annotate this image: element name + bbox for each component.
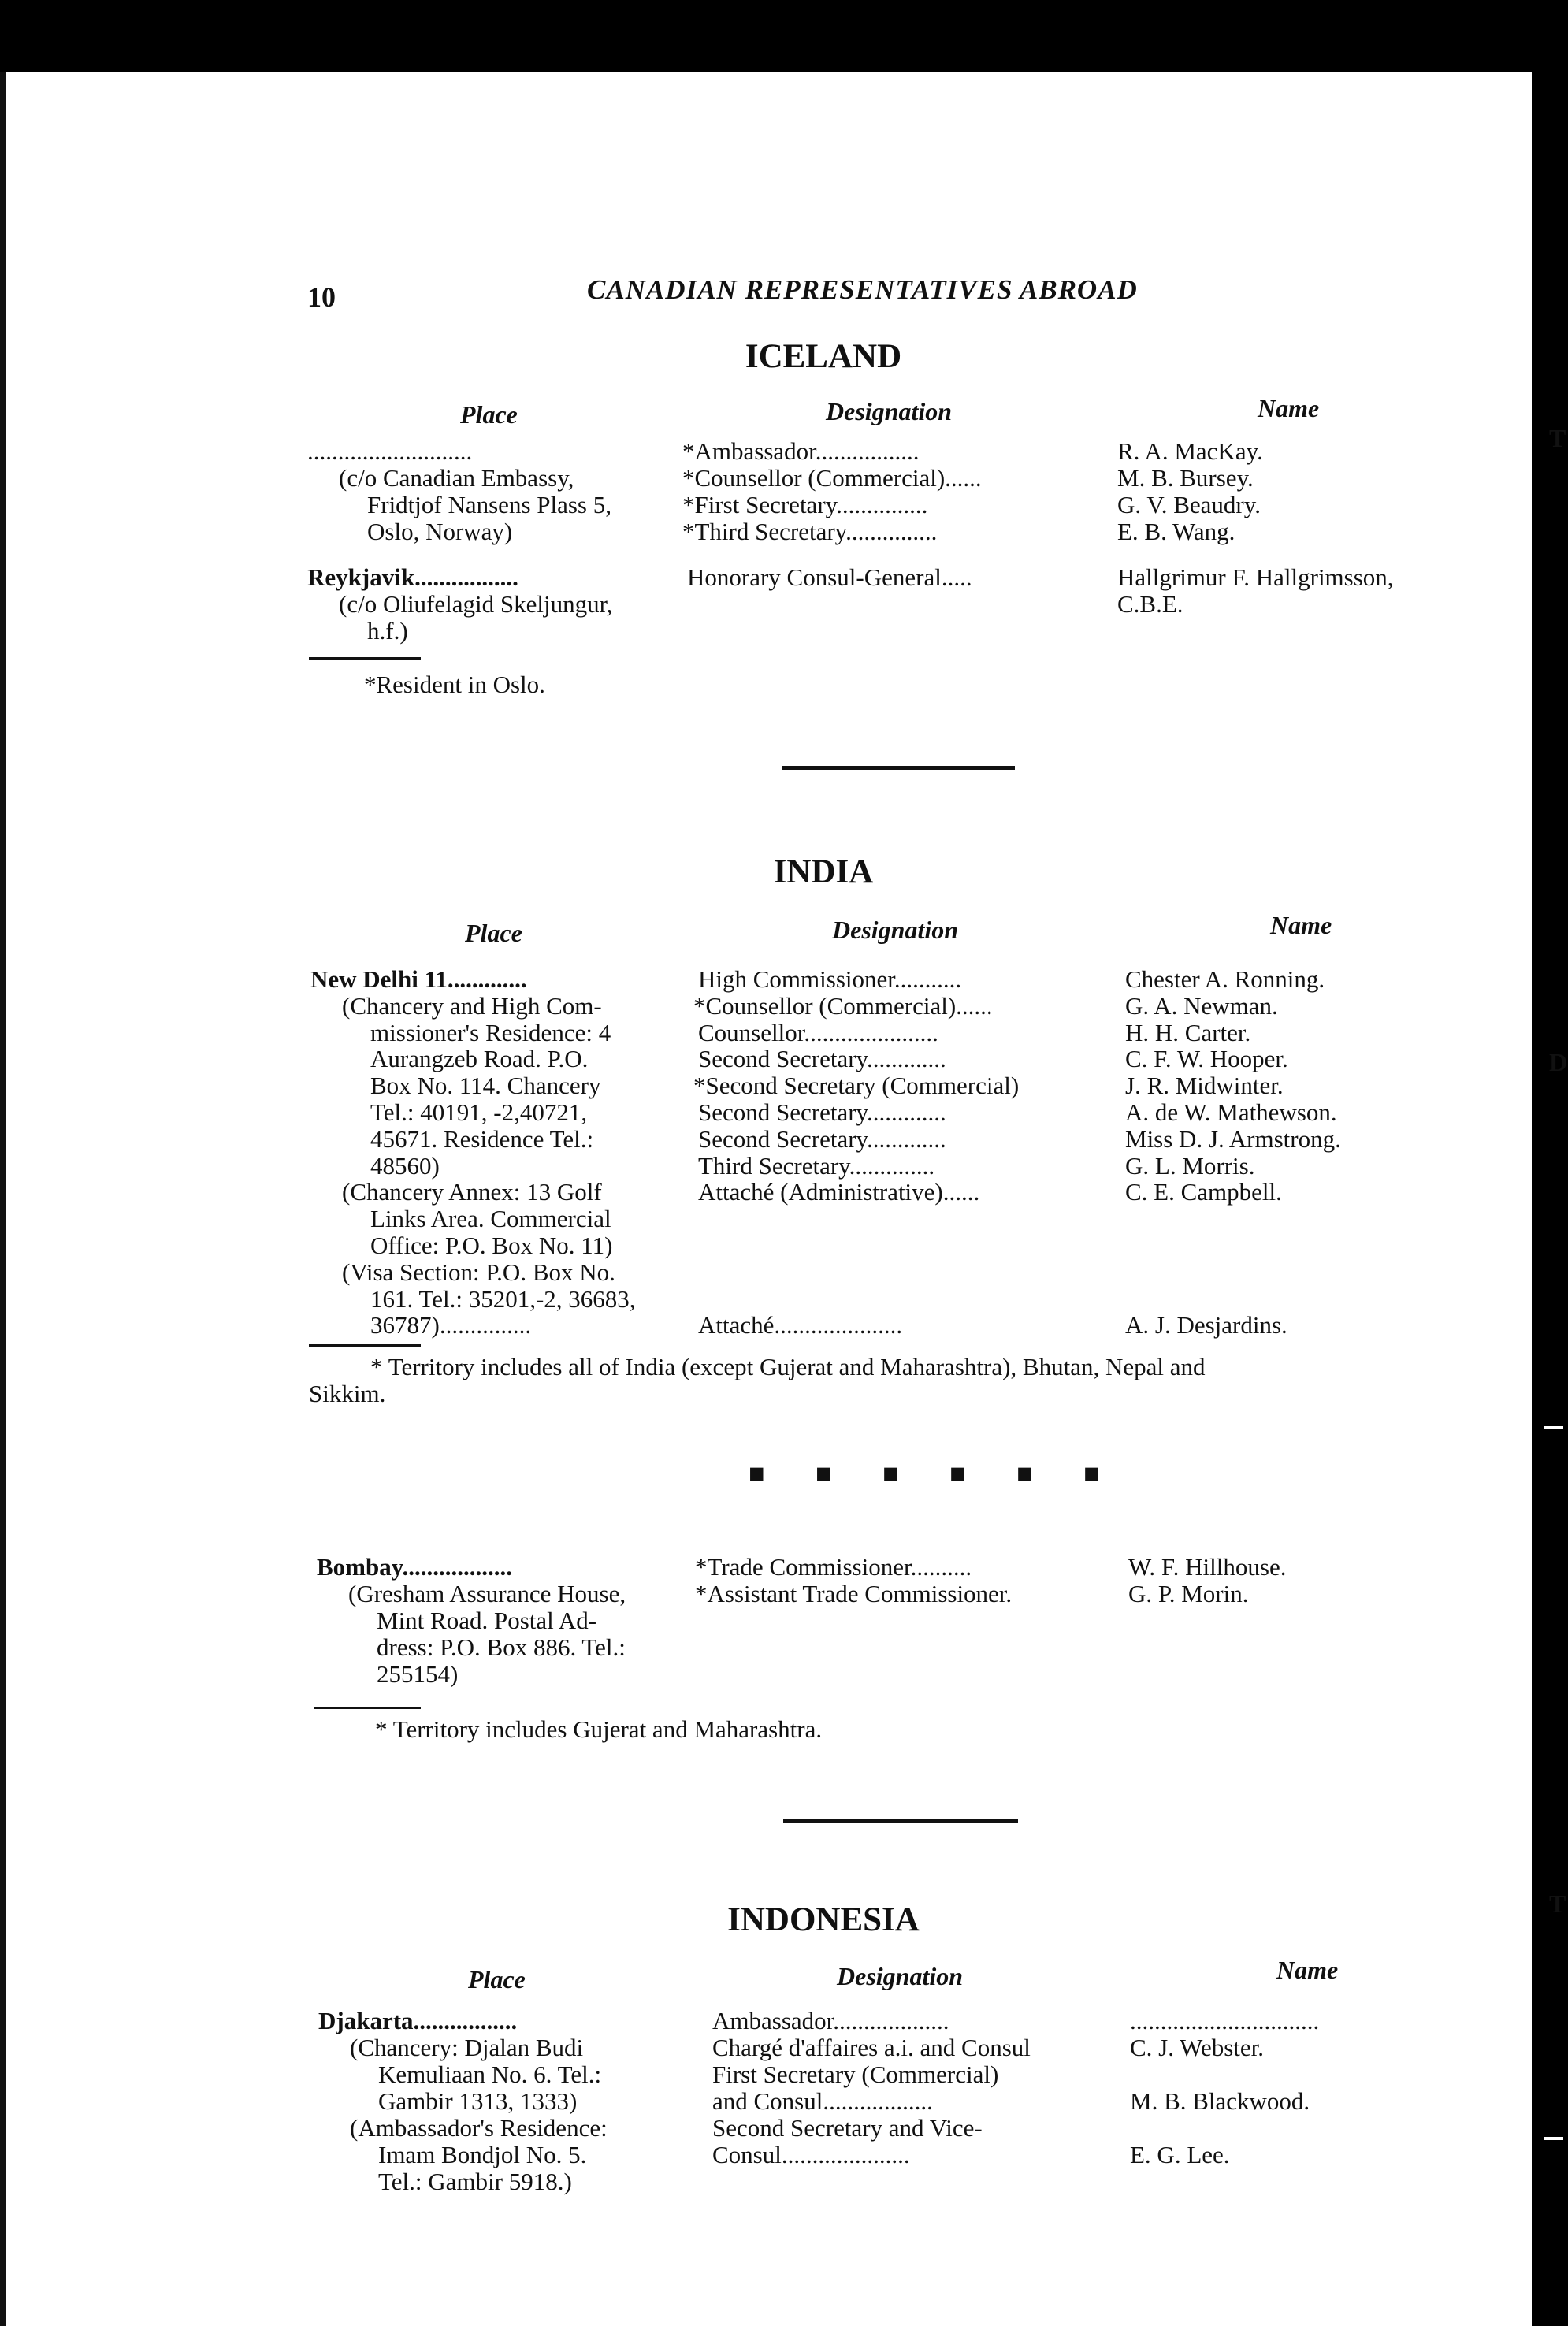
bombay-designation-cell: *Trade Commissioner..........	[695, 1553, 972, 1581]
bombay-place-cell: Mint Road. Postal Ad-	[377, 1607, 597, 1634]
column-header-name: Name	[1258, 394, 1320, 422]
column-header-place: Place	[460, 400, 518, 429]
iceland-name-cell: C.B.E.	[1117, 590, 1183, 618]
india-place-cell: (Chancery and High Com-	[342, 992, 602, 1020]
indonesia-place-cell: Kemuliaan No. 6. Tel.:	[378, 2060, 602, 2088]
india-place-cell: 48560)	[370, 1152, 440, 1180]
section-divider	[783, 1819, 1018, 1823]
india-place-cell: New Delhi 11.............	[310, 965, 527, 993]
iceland-name-cell: M. B. Bursey.	[1117, 464, 1254, 492]
india-place-cell: Aurangzeb Road. P.O.	[370, 1045, 589, 1072]
iceland-designation-cell: *First Secretary...............	[682, 491, 928, 518]
india-name-cell: J. R. Midwinter.	[1125, 1072, 1284, 1099]
india-designation-cell: Second Secretary.............	[698, 1125, 946, 1153]
column-header-designation: Designation	[837, 1962, 964, 1990]
column-header-place: Place	[468, 1965, 526, 1993]
india-place-cell: Office: P.O. Box No. 11)	[370, 1232, 613, 1259]
footnote-rule	[309, 1344, 421, 1347]
bombay-designation-cell: *Assistant Trade Commissioner.	[695, 1580, 1013, 1607]
india-name-cell: C. F. W. Hooper.	[1125, 1045, 1288, 1072]
indonesia-name-cell: ...............................	[1130, 2007, 1320, 2034]
column-header-place: Place	[465, 919, 522, 947]
india-designation-cell: *Second Secretary (Commercial)	[693, 1072, 1020, 1099]
footnote-rule	[309, 657, 421, 660]
indonesia-name-cell: C. J. Webster.	[1130, 2034, 1265, 2061]
india-place-cell: Links Area. Commercial	[370, 1205, 611, 1232]
indonesia-designation-cell: Ambassador...................	[712, 2007, 949, 2034]
indonesia-place-cell: Djakarta.................	[318, 2007, 518, 2034]
section-title-indonesia: INDONESIA	[727, 1901, 920, 1938]
india-name-cell: Chester A. Ronning.	[1125, 965, 1325, 993]
indonesia-designation-cell: Second Secretary and Vice-	[712, 2114, 983, 2142]
scan-border-top	[0, 0, 1568, 72]
indonesia-designation-cell: First Secretary (Commercial)	[712, 2060, 999, 2088]
iceland-designation-cell: *Ambassador.................	[682, 437, 920, 465]
section-separator: ■ ■ ■ ■ ■ ■	[749, 1459, 1122, 1488]
india-place-cell: (Chancery Annex: 13 Golf	[342, 1178, 602, 1206]
footnote-india-cont: Sikkim.	[309, 1380, 386, 1407]
section-title-india: INDIA	[773, 853, 874, 890]
page-number: 10	[307, 281, 336, 313]
iceland-place-cell: Fridtjof Nansens Plass 5,	[367, 491, 611, 518]
india-designation-cell: Third Secretary..............	[698, 1152, 935, 1180]
column-header-name: Name	[1276, 1956, 1339, 1984]
facing-page-mark	[1544, 1426, 1563, 1429]
indonesia-name-cell: E. G. Lee.	[1130, 2141, 1230, 2168]
footnote-bombay: * Territory includes Gujerat and Maharashtra.	[375, 1715, 823, 1743]
facing-page-letter: T	[1549, 424, 1566, 452]
iceland-place-cell: h.f.)	[367, 617, 408, 645]
iceland-designation-cell: Honorary Consul-General.....	[687, 563, 972, 591]
indonesia-place-cell: (Chancery: Djalan Budi	[350, 2034, 584, 2061]
iceland-name-cell: E. B. Wang.	[1117, 518, 1235, 545]
india-designation-cell: High Commissioner...........	[698, 965, 962, 993]
column-header-name: Name	[1270, 911, 1332, 939]
iceland-place-cell: Reykjavik.................	[307, 563, 518, 591]
indonesia-place-cell: Tel.: Gambir 5918.)	[378, 2168, 572, 2195]
india-place-cell: (Visa Section: P.O. Box No.	[342, 1258, 615, 1286]
facing-page-letter: T	[1549, 1889, 1566, 1918]
bombay-place-cell: dress: P.O. Box 886. Tel.:	[377, 1633, 626, 1661]
iceland-name-cell: G. V. Beaudry.	[1117, 491, 1261, 518]
india-designation-cell: Second Secretary.............	[698, 1098, 946, 1126]
bombay-place-cell: 255154)	[377, 1660, 459, 1688]
bombay-place-cell: (Gresham Assurance House,	[348, 1580, 626, 1607]
bombay-name-cell: G. P. Morin.	[1128, 1580, 1249, 1607]
india-place-cell: Tel.: 40191, -2,40721,	[370, 1098, 588, 1126]
iceland-place-cell: ...........................	[307, 437, 473, 465]
indonesia-designation-cell: and Consul..................	[712, 2087, 933, 2115]
india-place-cell: 36787)...............	[370, 1311, 532, 1339]
column-header-designation: Designation	[832, 916, 959, 944]
section-divider	[782, 766, 1015, 770]
indonesia-place-cell: (Ambassador's Residence:	[350, 2114, 608, 2142]
scan-border-left	[0, 72, 6, 2326]
column-header-designation: Designation	[826, 397, 953, 425]
india-name-cell: G. A. Newman.	[1125, 992, 1278, 1020]
iceland-designation-cell: *Third Secretary...............	[682, 518, 938, 545]
indonesia-designation-cell: Consul.....................	[712, 2141, 910, 2168]
facing-page-mark	[1544, 2137, 1563, 2140]
bombay-place-cell: Bombay..................	[317, 1553, 513, 1581]
indonesia-name-cell: M. B. Blackwood.	[1130, 2087, 1310, 2115]
footnote-india: * Territory includes all of India (except Gujerat and Maharashtra), Bhutan, Nepal and	[370, 1353, 1206, 1380]
section-title-iceland: ICELAND	[745, 338, 902, 375]
india-name-cell: A. de W. Mathewson.	[1125, 1098, 1337, 1126]
india-name-cell: H. H. Carter.	[1125, 1019, 1251, 1046]
indonesia-designation-cell: Chargé d'affaires a.i. and Consul	[712, 2034, 1031, 2061]
running-title: CANADIAN REPRESENTATIVES ABROAD	[587, 274, 1138, 305]
india-name-cell: G. L. Morris.	[1125, 1152, 1255, 1180]
bombay-name-cell: W. F. Hillhouse.	[1128, 1553, 1287, 1581]
indonesia-place-cell: Imam Bondjol No. 5.	[378, 2141, 587, 2168]
indonesia-place-cell: Gambir 1313, 1333)	[378, 2087, 578, 2115]
india-place-cell: Box No. 114. Chancery	[370, 1072, 601, 1099]
india-place-cell: missioner's Residence: 4	[370, 1019, 611, 1046]
india-designation-cell: *Counsellor (Commercial)......	[693, 992, 993, 1020]
iceland-name-cell: Hallgrimur F. Hallgrimsson,	[1117, 563, 1394, 591]
iceland-place-cell: (c/o Canadian Embassy,	[339, 464, 574, 492]
india-designation-cell: Attaché (Administrative)......	[698, 1178, 980, 1206]
india-designation-cell: Counsellor......................	[698, 1019, 938, 1046]
india-place-cell: 161. Tel.: 35201,-2, 36683,	[370, 1285, 636, 1313]
india-place-cell: 45671. Residence Tel.:	[370, 1125, 594, 1153]
facing-page-edge	[1500, 72, 1532, 2326]
india-designation-cell: Attaché.....................	[698, 1311, 903, 1339]
iceland-place-cell: Oslo, Norway)	[367, 518, 513, 545]
india-name-cell: C. E. Campbell.	[1125, 1178, 1282, 1206]
iceland-designation-cell: *Counsellor (Commercial)......	[682, 464, 982, 492]
india-name-cell: Miss D. J. Armstrong.	[1125, 1125, 1341, 1153]
footnote-iceland: *Resident in Oslo.	[364, 671, 545, 698]
india-designation-cell: Second Secretary.............	[698, 1045, 946, 1072]
iceland-place-cell: (c/o Oliufelagid Skeljungur,	[339, 590, 613, 618]
india-name-cell: A. J. Desjardins.	[1125, 1311, 1287, 1339]
iceland-name-cell: R. A. MacKay.	[1117, 437, 1263, 465]
facing-page-letter: D	[1549, 1048, 1568, 1076]
footnote-rule	[314, 1707, 421, 1709]
